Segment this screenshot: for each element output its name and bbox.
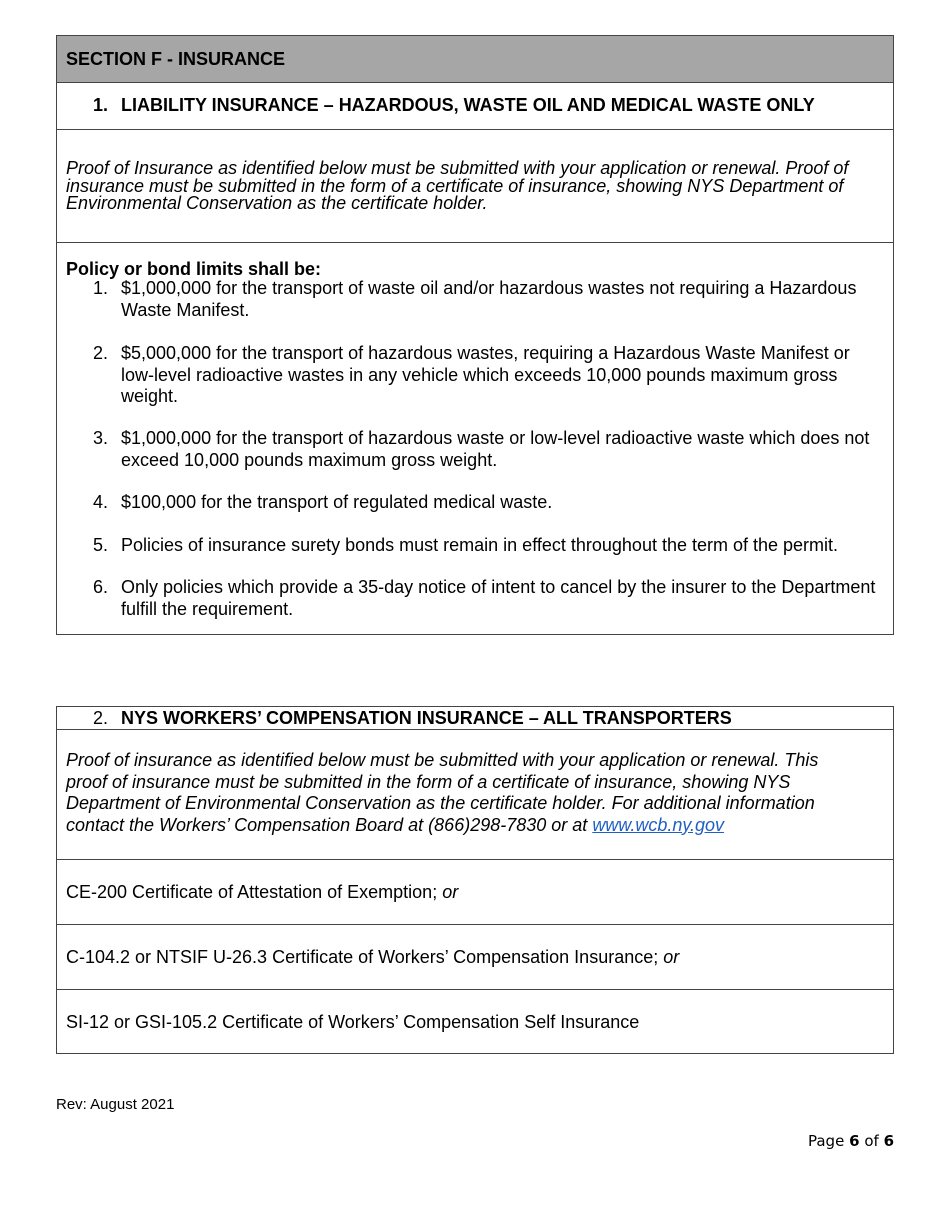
liability-intro-row <box>57 129 893 242</box>
page-of: of <box>864 1132 879 1150</box>
option-suffix: or <box>663 947 680 967</box>
page-total: 6 <box>883 1132 894 1150</box>
list-item-text: $5,000,000 for the transport of hazardous wastes, requiring a Hazardous Waste Manifest or low-level radioactive wastes in any vehicle which exceeds 10,000 pounds maximum gross weight. <box>121 343 850 406</box>
option-label: C-104.2 or NTSIF U-26.3 Certificate of Workers’ Compensation Insurance; <box>66 947 664 967</box>
workers-intro <box>66 750 863 836</box>
section-title: SECTION F - INSURANCE <box>66 49 286 69</box>
workers-intro-text: Proof of insurance as identified below must be submitted with your application or renewal. This proof of insurance must be submitted in the form of a certificate of insurance, showing NYS Department of Environmental Conservation as the certificate holder. For additional information contact the Workers’ Compensation Board at (866)298-7830 or at <box>66 750 819 835</box>
workers-comp-section <box>56 706 894 1054</box>
list-item-text: $100,000 for the transport of regulated medical waste. <box>121 492 553 512</box>
page-current: 6 <box>849 1132 860 1150</box>
option-label: CE-200 Certificate of Attestation of Exemption; <box>66 882 443 902</box>
liability-intro: Proof of Insurance as identified below must be submitted with your application or renewal. Proof of insurance must be submitted in the form of a certificate of insurance, showing NYS Department of Environmental Conservation as the certificate holder. <box>66 158 849 213</box>
workers-number: 2. <box>93 708 109 728</box>
liability-number: 1. <box>93 95 109 115</box>
list-item-text: $1,000,000 for the transport of waste oil and/or hazardous wastes not requiring a Hazardous Waste Manifest. <box>121 278 857 320</box>
wcb-link[interactable]: www.wcb.ny.gov <box>592 814 725 835</box>
list-item-text: $1,000,000 for the transport of hazardous waste or low-level radioactive waste which does not exceed 10,000 pounds maximum gross weight. <box>121 428 870 470</box>
workers-intro-row <box>57 729 893 859</box>
page-word: Page <box>807 1132 845 1150</box>
section-header <box>57 36 893 83</box>
option-row <box>57 859 893 924</box>
list-item-number: 4. <box>93 492 109 512</box>
option-suffix: or <box>442 882 459 902</box>
list-item-number: 2. <box>93 343 109 363</box>
policy-limits-title: Policy or bond limits shall be: <box>66 259 322 279</box>
liability-title: LIABILITY INSURANCE – HAZARDOUS, WASTE OIL AND MEDICAL WASTE ONLY <box>121 95 815 115</box>
option-label: SI-12 or GSI-105.2 Certificate of Workers’ Compensation Self Insurance <box>66 1012 640 1032</box>
revision-date: Rev: August 2021 <box>56 1096 175 1113</box>
option-text <box>66 882 458 903</box>
liability-title-row <box>57 83 893 129</box>
workers-title-row <box>57 707 893 729</box>
list-item-text: Only policies which provide a 35-day notice of intent to cancel by the insurer to the Department fulfill the requirement. <box>121 577 876 619</box>
list-item-number: 3. <box>93 428 109 448</box>
list-item-text: Policies of insurance surety bonds must remain in effect throughout the term of the permit. <box>121 535 839 555</box>
list-item-number: 5. <box>93 535 109 555</box>
page-number <box>808 1132 894 1150</box>
option-text <box>66 1012 639 1033</box>
workers-title: NYS WORKERS’ COMPENSATION INSURANCE – ALL TRANSPORTERS <box>121 708 732 728</box>
liability-insurance-section <box>56 35 894 635</box>
list-item-number: 1. <box>93 278 109 298</box>
option-row <box>57 924 893 989</box>
option-row <box>57 989 893 1053</box>
list-item-number: 6. <box>93 577 109 597</box>
option-text <box>66 947 679 968</box>
